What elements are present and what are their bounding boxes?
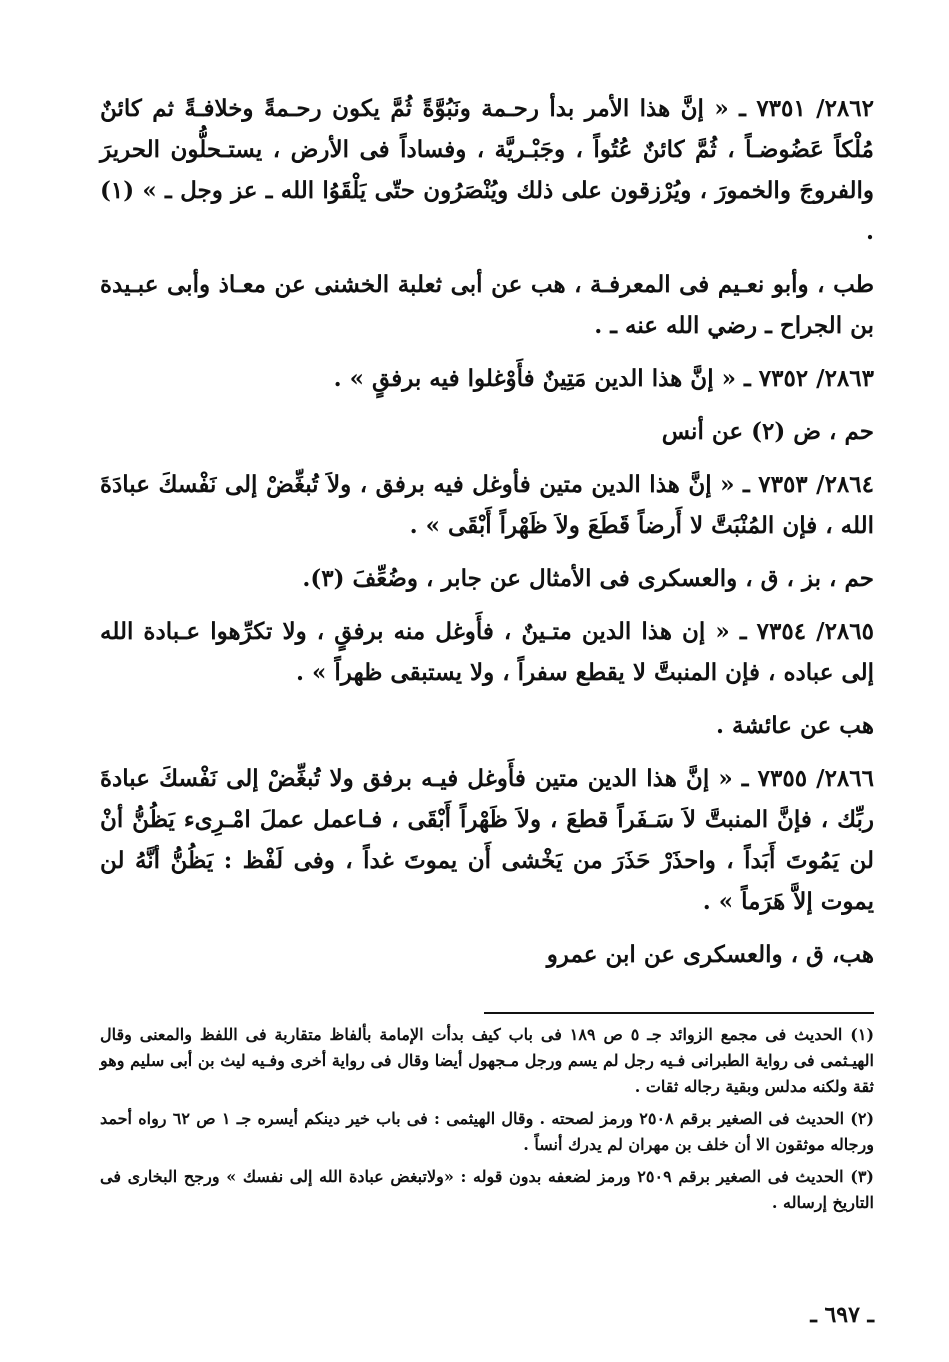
hadith-entry-2864: ٢٨٦٤/ ٧٣٥٣ ـ « إنَّ هذا الدين متين فأوغل فيه برفق ، ولاَ تُبغِّضْ إلى نَفْسكَ عبادَةَ الله ، فإن المُنْبَتَّ لا أَرضاً قَطَعَ ولاَ ظَهْراً أَبْقَى » .	[100, 471, 874, 539]
hadith-source-2865: هب عن عائشة .	[716, 712, 874, 739]
footnote-divider	[484, 1012, 874, 1014]
hadith-entry-2865: ٢٨٦٥/ ٧٣٥٤ ـ « إن هذا الدين متـينٌ ، فأَوغل منه برفقٍ ، ولا تكرِّهوا عـبادة الله إلى عباده ، فإن المنبتَّ لا يقطع سفراً ، ولا يستبقى ظهراً » .	[100, 618, 874, 686]
hadith-entry-2866: ٢٨٦٦/ ٧٣٥٥ ـ « إنَّ هذا الدين متين فأَوغل فيـه برفق ولا تُبغِّضْ إلى نَفْسكَ عبادةَ ربِّك ، فإنَّ المنبتَّ لاَ سَـفَراً قطعَ ، ولاَ ظَهْراً أَبْقَى ، فـاعمل عملَ امْـرِىء يَظُنُّ أنْ لن يَمُوتَ أَبَداً ، واحذَرْ حَذَرَ من يَخْشى أَن يموتَ غداً ، وفى لَفْظ : يَظُنُّ أنَّهُ لن يموت إلاَّ هَرَماً » .	[100, 765, 874, 915]
document-page	[100, 88, 875, 1328]
hadith-list	[100, 88, 874, 975]
page-number: ـ ٦٩٧ ـ	[810, 1302, 874, 1328]
hadith-source-2863: حم ، ض (٢) عن أنس	[661, 418, 874, 445]
hadith-entry-2863: ٢٨٦٣/ ٧٣٥٢ ـ « إنَّ هذا الدين مَتِينٌ فأَوْغلوا فيه برفقٍ » .	[333, 365, 874, 392]
footnote-2: (٢) الحديث فى الصغير برقم ٢٥٠٨ ورمز لصحته . وقال الهيثمى : فى باب خير دينكم أيسره جـ ١ ص ٦٢ رواه أحمد ورجاله موثقون الا أن خلف بن مهران لم يدرك أنساً .	[100, 1109, 875, 1154]
hadith-source-2864: حم ، بز ، ق ، والعسكرى فى الأمثال عن جابر ، وضُعِّفَ (٣).	[302, 565, 874, 592]
footnote-1: (١) الحديث فى مجمع الزوائد جـ ٥ ص ١٨٩ فى باب كيف بدأت الإمامة بألفاظ متقاربة فى اللفظ والمعنى وقال الهيـثمى فى رواية الطبرانى فـيه رجل لم يسم ورجل مـجهول أيضا وقال فى رواية أخرى وفـيه ليث بن أبى سليم وهو ثقة ولكنه مدلس وبقية رجاله ثقات .	[100, 1025, 875, 1096]
hadith-source-2866: هب، ق ، والعسكرى عن ابن عمرو	[546, 941, 874, 968]
footnote-3: (٣) الحديث فى الصغير برقم ٢٥٠٩ ورمز لضعفه بدون قوله : «ولاتبغض عبادة الله إلى نفسك » ورجح البخارى فى التاريخ إرساله .	[100, 1167, 874, 1212]
hadith-source-2862: طب ، وأبو نعـيم فى المعرفـة ، هب عن أبى ثعلبة الخشنى عن معـاذ وأبى عبـيدة بن الجراح ـ رضي الله عنه ـ .	[100, 271, 874, 339]
hadith-entry-2862: ٢٨٦٢/ ٧٣٥١ ـ « إنَّ هذا الأمر بدأ رحـمة ونَبُوَّةً ثُمَّ يكون رحـمةً وخلافـةً ثم كائنٌ مُلْكاً عَضُوضـاً ، ثُمَّ كائنٌ عُتُواً ، وجَبْـريَّة ، وفساداً فى الأرض ، يستـحلُّون الحريرَ والفروجَ والخمورَ ، ويُرْزقون على ذلك ويُنْصَرُون حتّى يَلْقَوُا الله ـ عز وجل ـ » (١) .	[100, 95, 874, 245]
footnotes	[100, 1022, 874, 1222]
